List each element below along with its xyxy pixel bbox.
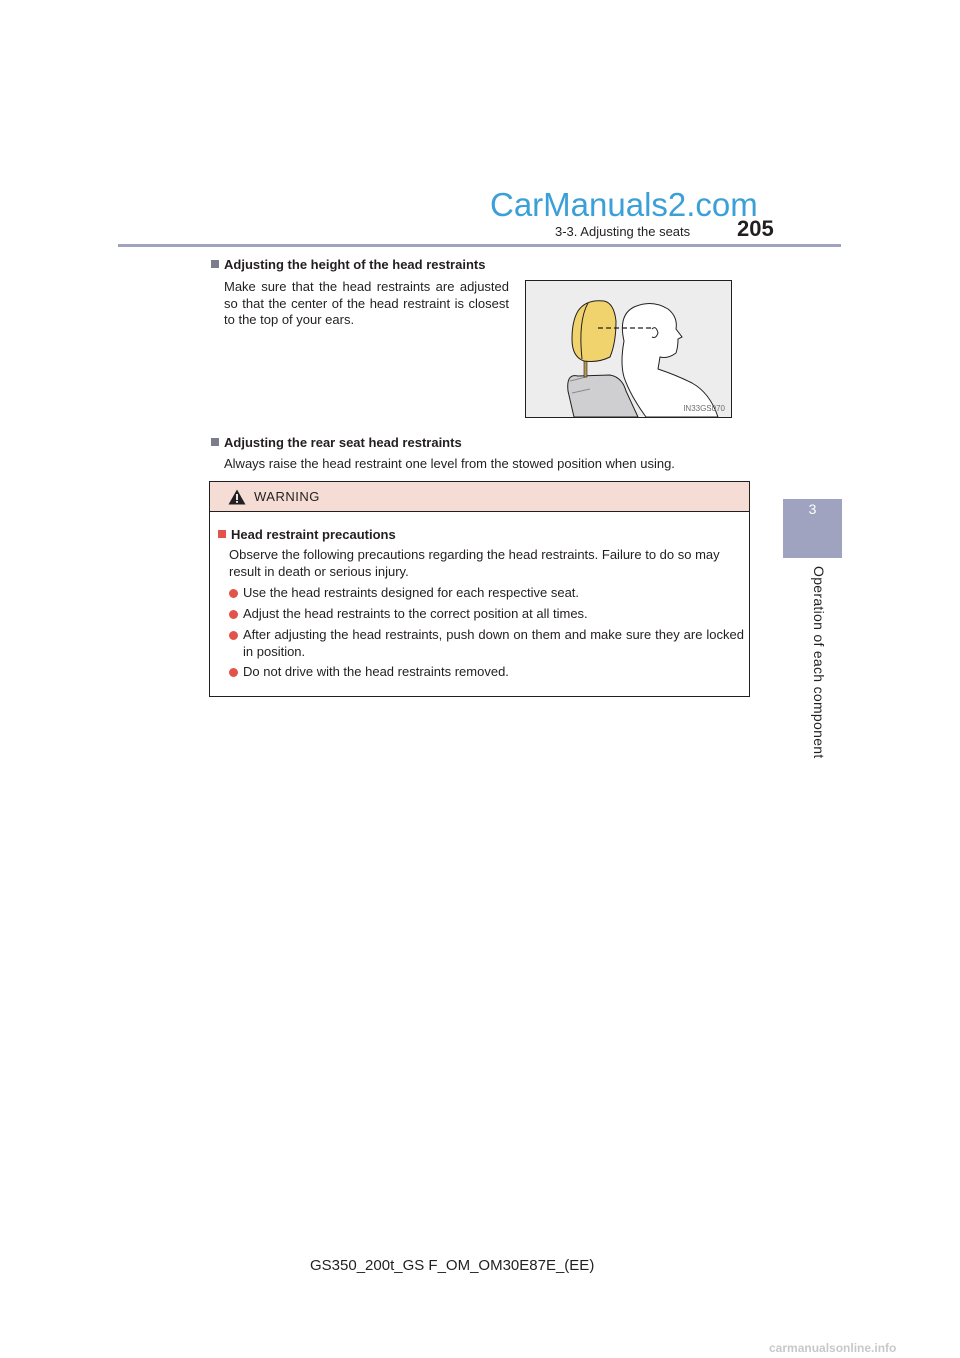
- red-dot-bullet-icon: [229, 668, 238, 677]
- warning-bullet-text: After adjusting the head restraints, push down on them and make sure they are locked in position.: [243, 627, 744, 659]
- figure-code: IN33GS070: [683, 404, 725, 413]
- warning-bullet: [229, 664, 744, 681]
- section-heading-text: Adjusting the height of the head restraints: [224, 257, 486, 272]
- watermark-carmanuals2: CarManuals2.com: [490, 186, 758, 223]
- chapter-tab: [783, 499, 842, 558]
- warning-heading-text: Head restraint precautions: [231, 527, 396, 542]
- footer-manual-code: GS350_200t_GS F_OM_OM30E87E_(EE): [310, 1257, 595, 1274]
- warning-label: WARNING: [254, 489, 320, 504]
- section-header: 3-3. Adjusting the seats: [555, 224, 691, 239]
- warning-bullet: [229, 585, 744, 602]
- red-dot-bullet-icon: [229, 589, 238, 598]
- warning-bullet-text: Adjust the head restraints to the correct position at all times.: [243, 606, 588, 621]
- warning-heading: [218, 527, 396, 542]
- warning-bullet-text: Use the head restraints designed for each respective seat.: [243, 585, 580, 600]
- section-body-rear: Always raise the head restraint one level from the stowed position when using.: [224, 456, 675, 471]
- warning-header: [210, 482, 749, 512]
- head-restraint-figure: [525, 280, 732, 418]
- square-bullet-icon: [211, 438, 219, 446]
- section-heading-text: Adjusting the rear seat head restraints: [224, 435, 462, 450]
- chapter-title: Operation of each component: [811, 566, 827, 759]
- square-bullet-icon: [211, 260, 219, 268]
- warning-bullet: [229, 627, 744, 660]
- warning-bullet: [229, 606, 744, 623]
- red-square-bullet-icon: [218, 530, 226, 538]
- head-restraint-illustration: [526, 281, 731, 417]
- chapter-number: 3: [808, 501, 817, 517]
- header-rule: [118, 244, 841, 247]
- section-heading-height: [211, 257, 485, 272]
- watermark-carmanualsonline: carmanualsonline.info: [769, 1341, 897, 1355]
- section-heading-rear: [211, 435, 462, 450]
- section-body-height: Make sure that the head restraints are adjusted so that the center of the head restraint is closest to the top of your ears.: [224, 279, 509, 327]
- warning-triangle-icon: [228, 489, 246, 505]
- warning-box: [209, 481, 750, 697]
- page-number: 205: [737, 216, 774, 241]
- warning-intro: Observe the following precautions regarding the head restraints. Failure to do so may result in death or serious injury.: [229, 547, 720, 579]
- red-dot-bullet-icon: [229, 610, 238, 619]
- red-dot-bullet-icon: [229, 631, 238, 640]
- warning-bullet-text: Do not drive with the head restraints removed.: [243, 664, 509, 679]
